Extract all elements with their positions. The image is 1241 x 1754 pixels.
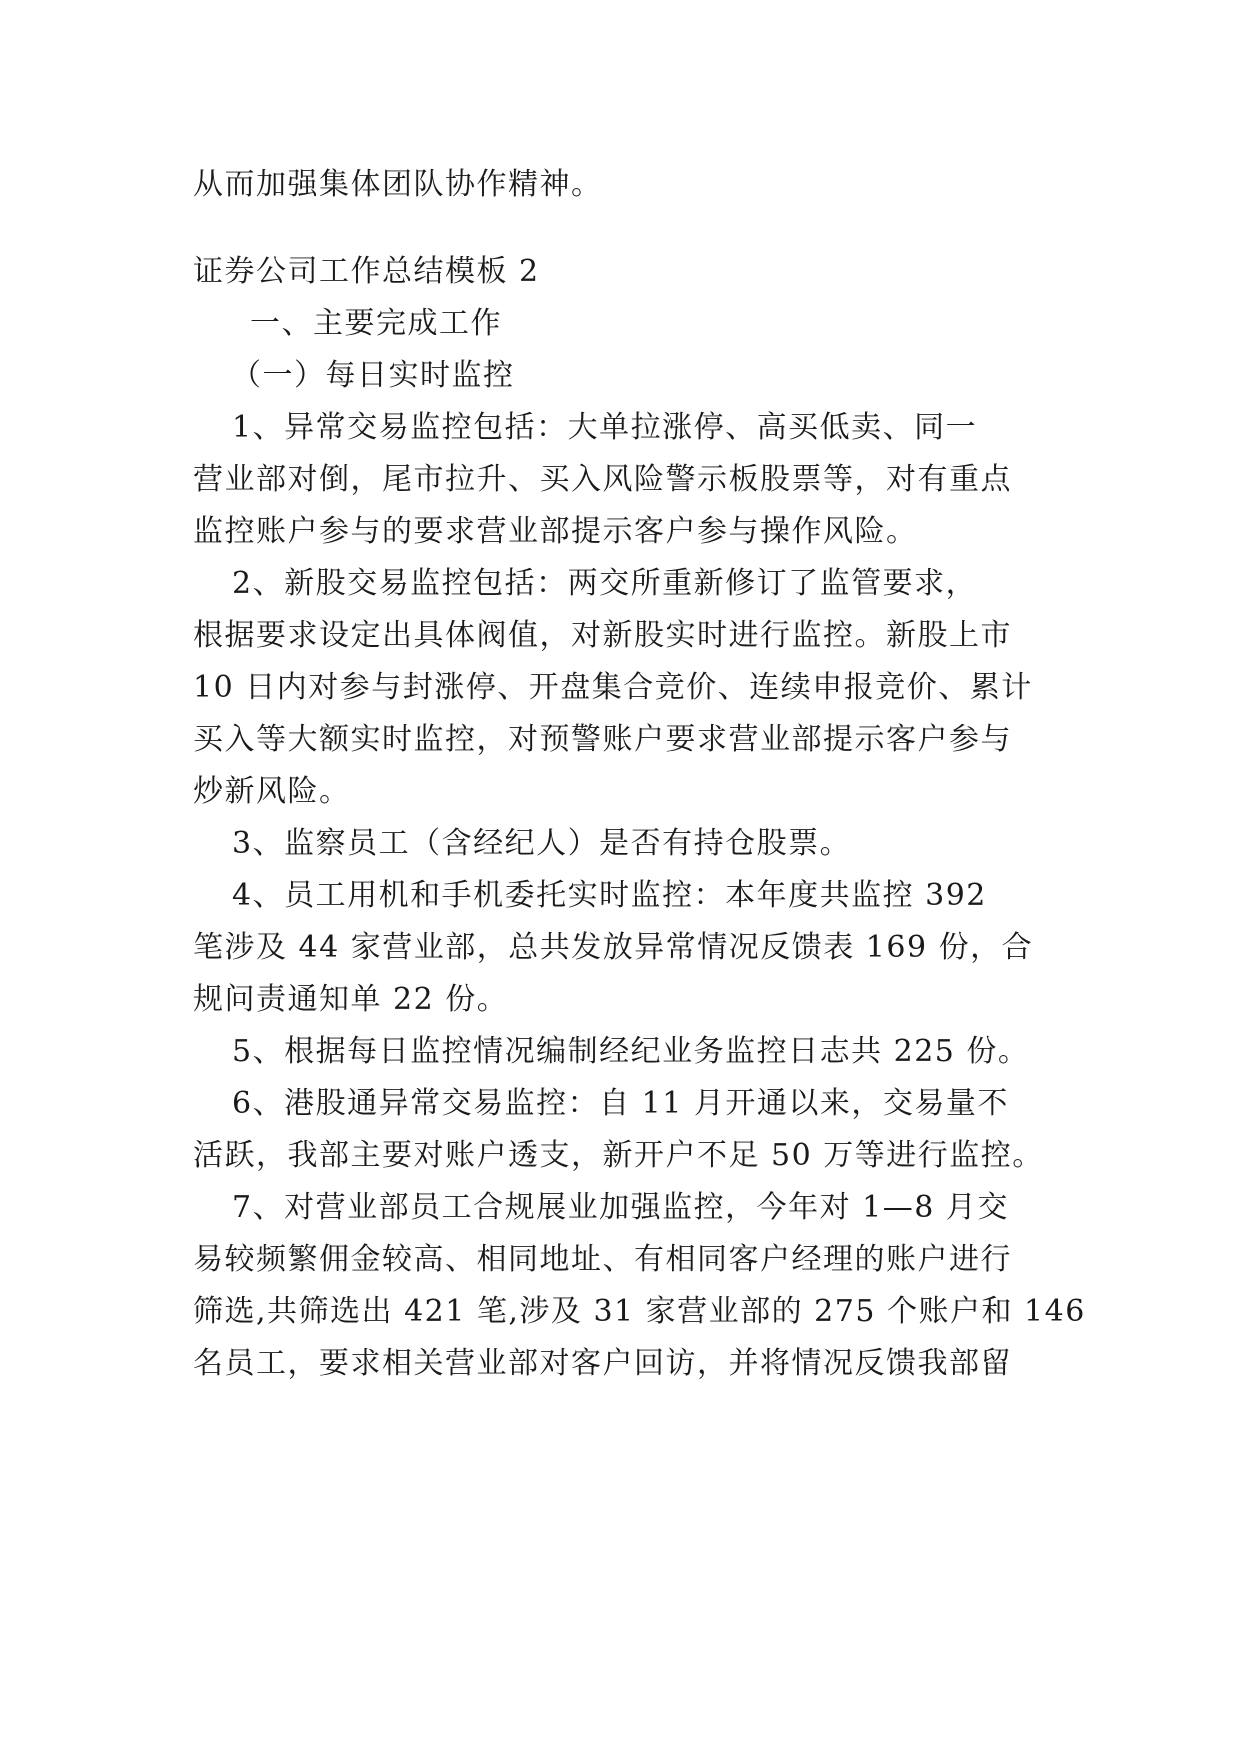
subheading-daily-monitoring: （一）每日实时监控 — [231, 358, 515, 393]
heading-main-work: 一、主要完成工作 — [250, 306, 502, 341]
paragraph-line: 3、监察员工（含经纪人）是否有持仓股票。 — [232, 826, 852, 861]
paragraph-line: 名员工，要求相关营业部对客户回访，并将情况反馈我部留 — [193, 1346, 1012, 1381]
paragraph-line: 4、员工用机和手机委托实时监控：本年度共监控 392 — [232, 878, 987, 913]
paragraph-line: 监控账户参与的要求营业部提示客户参与操作风险。 — [193, 514, 918, 549]
paragraph-line: 5、根据每日监控情况编制经纪业务监控日志共 225 份。 — [232, 1034, 1030, 1069]
paragraph-line: 规问责通知单 22 份。 — [193, 982, 509, 1017]
paragraph-line: 活跃，我部主要对账户透支，新开户不足 50 万等进行监控。 — [193, 1138, 1044, 1173]
paragraph-line: 笔涉及 44 家营业部，总共发放异常情况反馈表 169 份，合 — [193, 930, 1034, 965]
paragraph-line: 根据要求设定出具体阀值，对新股实时进行监控。新股上市 — [193, 618, 1012, 653]
paragraph-line: 买入等大额实时监控，对预警账户要求营业部提示客户参与 — [193, 722, 1012, 757]
paragraph-line: 筛选,共筛选出 421 笔,涉及 31 家营业部的 275 个账户和 146 — [193, 1294, 1086, 1329]
paragraph-line: 7、对营业部员工合规展业加强监控，今年对 1—8 月交 — [232, 1190, 1009, 1225]
paragraph-line: 营业部对倒，尾市拉升、买入风险警示板股票等，对有重点 — [193, 462, 1012, 497]
paragraph-line: 易较频繁佣金较高、相同地址、有相同客户经理的账户进行 — [193, 1242, 1012, 1277]
paragraph-line: 2、新股交易监控包括：两交所重新修订了监管要求， — [232, 566, 978, 601]
paragraph-line: 10 日内对参与封涨停、开盘集合竞价、连续申报竞价、累计 — [193, 670, 1033, 705]
paragraph-line: 1、异常交易监控包括：大单拉涨停、高买低卖、同一 — [232, 410, 978, 445]
paragraph-line: 6、港股通异常交易监控：自 11 月开通以来，交易量不 — [232, 1086, 1009, 1121]
paragraph-line: 从而加强集体团队协作精神。 — [193, 167, 603, 202]
paragraph-line: 炒新风险。 — [193, 774, 351, 809]
section-title: 证券公司工作总结模板 2 — [193, 254, 540, 289]
